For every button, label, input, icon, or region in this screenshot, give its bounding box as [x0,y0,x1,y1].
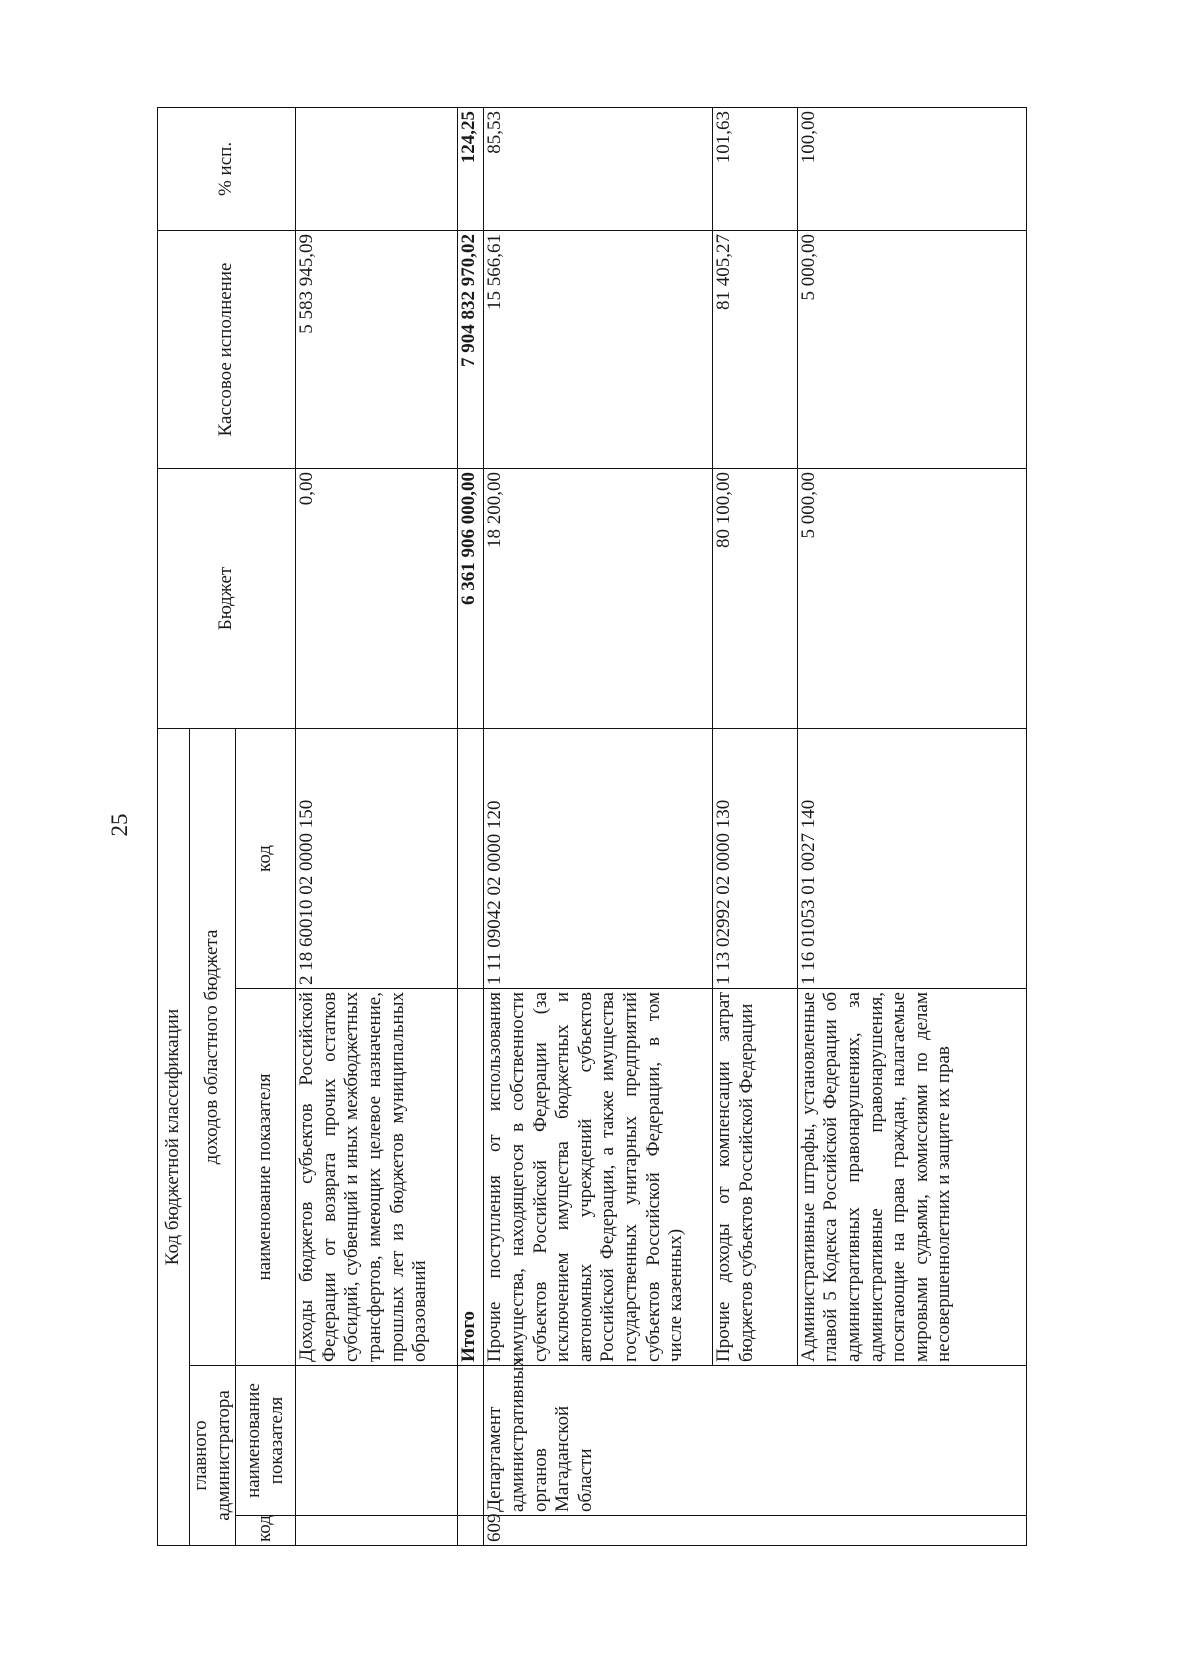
budget-revenue-table [157,107,1027,1546]
header-admin-code: код [236,1516,296,1546]
indicator-name: Доходы бюджетов субъектов Российской Федерации от возврата прочих остатков субсидий, субвенций и иных межбюджетных трансфертов, имеющих целевое назначение, прошлых лет из бюджетов муниципальных образований [296,989,458,1366]
kbk-code: 1 16 01053 01 0027 140 [797,728,1026,988]
total-row [458,107,484,1545]
total-label: Итого [458,989,484,1366]
rotated-table-container [157,108,1027,1546]
admin-code-cell [296,1516,458,1546]
budget-value: 18 200,00 [484,468,713,728]
percent-value [296,107,458,230]
header-budget-classification: Код бюджетной классификации [158,728,190,1545]
execution-value: 15 566,61 [484,230,713,468]
kbk-code [458,728,484,988]
percent-value: 85,53 [484,107,713,230]
header-admin-name: наименование показателя [236,1366,296,1516]
header-kbk-code: код [236,728,296,988]
department-code: 609 [484,1516,1027,1546]
budget-value: 0,00 [296,468,458,728]
admin-name-cell [296,1366,458,1516]
indicator-name: Прочие доходы от компенсации затрат бюджетов субъектов Российской Федерации [713,989,797,1366]
percent-value: 101,63 [713,107,797,230]
total-percent: 124,25 [458,107,484,230]
header-regional-revenue: доходов областного бюджета [190,728,236,1365]
indicator-name: Административные штрафы, установленные главой 5 Кодекса Российской Федерации об административных правонарушениях, за административные правонарушения, посягающие на права граждан, налагаемые мировыми судьями, комиссиями по делам несовершеннолетних и защите их прав [797,989,1026,1366]
kbk-code: 1 13 02992 02 0000 130 [713,728,797,988]
budget-value: 5 000,00 [797,468,1026,728]
header-cash-execution: Кассовое исполнение [158,230,296,468]
total-execution: 7 904 832 970,02 [458,230,484,468]
execution-value: 5 000,00 [797,230,1026,468]
budget-value: 80 100,00 [713,468,797,728]
header-percent: % исп. [158,107,296,230]
department-name: Департамент административных органов Магаданской области [484,1366,1027,1516]
table-header [158,107,296,1545]
page-number: 25 [107,813,132,837]
table-row [713,107,797,1545]
header-budget: Бюджет [158,468,296,728]
header-indicator-name: наименование показателя [236,989,296,1366]
kbk-code: 1 11 09042 02 0000 120 [484,728,713,988]
table-row [296,107,458,1545]
total-budget: 6 361 906 000,00 [458,468,484,728]
execution-value: 5 583 945,09 [296,230,458,468]
percent-value: 100,00 [797,107,1026,230]
admin-code-cell [458,1516,484,1546]
indicator-name: Прочие поступления от использования имущества, находящегося в собственности субъектов Российской Федерации (за исключением имущества бюджетных и автономных учреждений субъектов Российской Федерации, а также имущества государственных унитарных предприятий субъектов Российской Федерации, в том числе казенных) [484,989,713,1366]
table-row [484,107,713,1545]
execution-value: 81 405,27 [713,230,797,468]
table-row [797,107,1026,1545]
kbk-code: 2 18 60010 02 0000 150 [296,728,458,988]
header-main-administrator: главного администратора [190,1366,236,1546]
admin-name-cell [458,1366,484,1516]
